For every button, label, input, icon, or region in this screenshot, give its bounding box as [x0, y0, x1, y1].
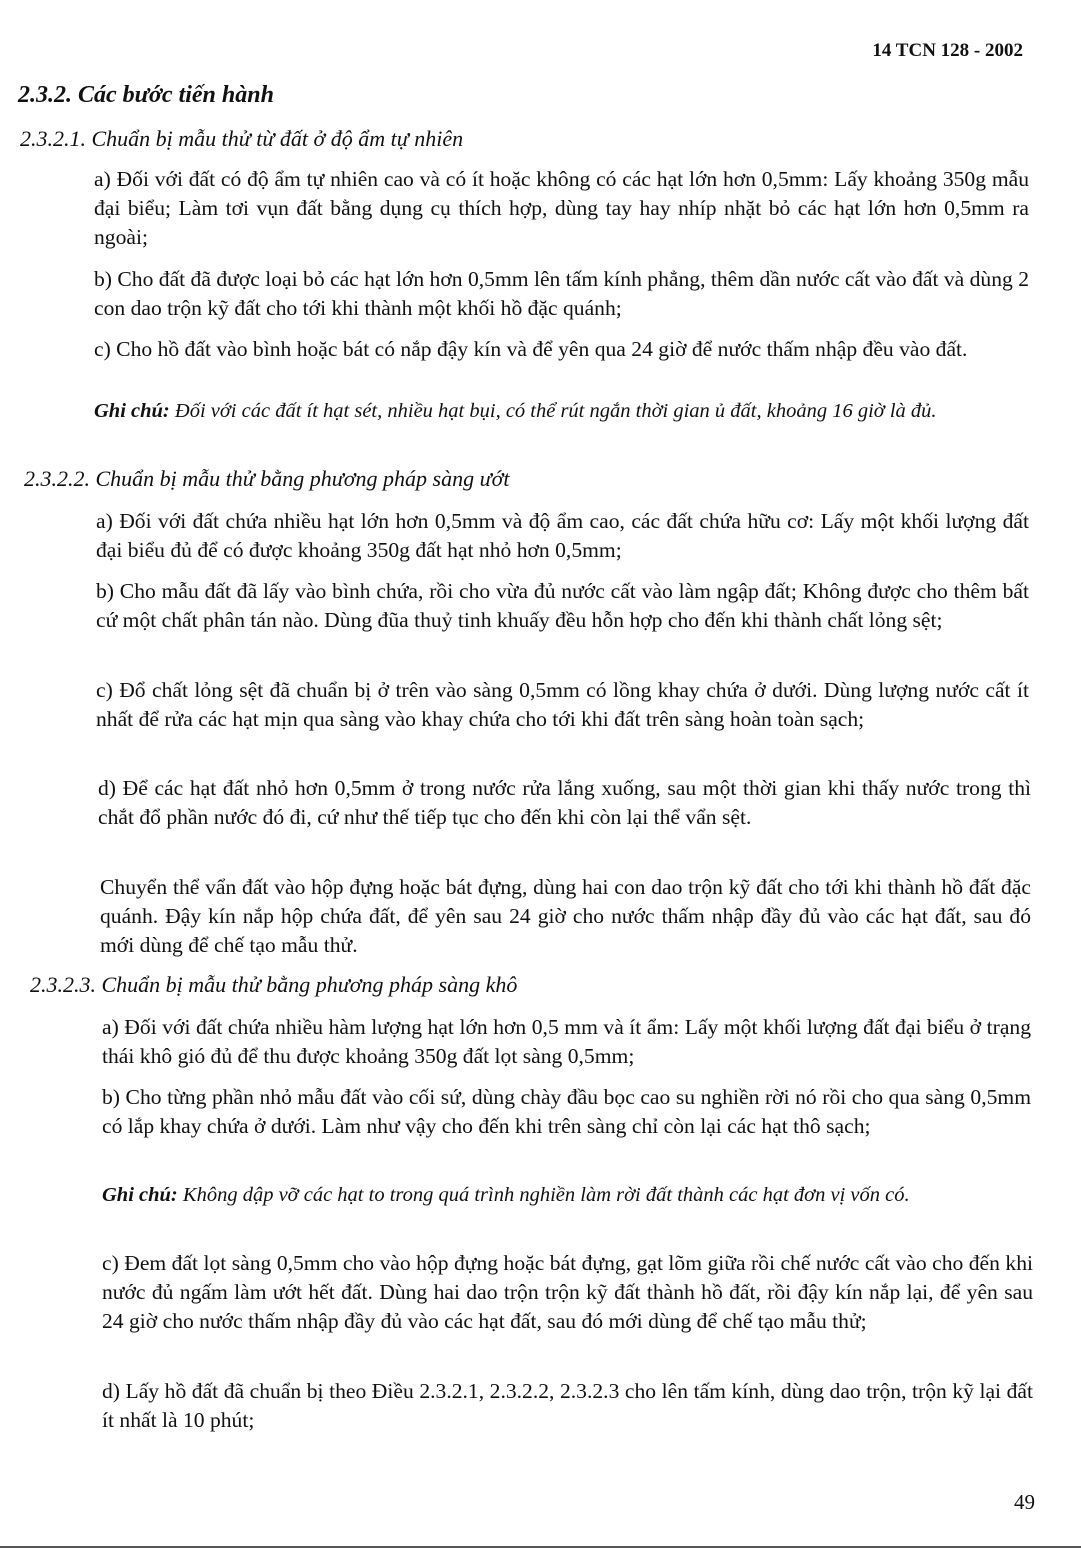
note-2321 — [94, 397, 1029, 426]
paragraph-2323-a: a) Đối với đất chứa nhiều hàm lượng hạt lớn hơn 0,5 mm và ít ẩm: Lấy một khối lượng đất đại biểu ở trạng thái khô gió đủ để thu được khoảng 350g đất lọt sàng 0,5mm; — [102, 1015, 1031, 1068]
paragraph-2322-transfer: Chuyển thể vẩn đất vào hộp đựng hoặc bát đựng, dùng hai con dao trộn kỹ đất cho tới khi thành hồ đất đặc quánh. Đậy kín nắp hộp chứa đất, để yên sau 24 giờ cho nước thấm nhập đầy đủ vào các hạt đất, sau đó mới dùng để chế tạo mẫu thử. — [100, 875, 1031, 957]
note-2323 — [102, 1181, 1031, 1210]
paragraph-2323-c: c) Đem đất lọt sàng 0,5mm cho vào hộp đựng hoặc bát đựng, gạt lõm giữa rồi chế nước cất vào cho đến khi nước đủ ngấm làm ướt hết đất. Dùng hai dao trộn trộn kỹ đất thành hồ đất, rồi đậy kín nắp lại, để yên sau 24 giờ cho nước thấm nhập đầy đủ vào các hạt đất, sau đó mới dùng để chế tạo mẫu thử; — [102, 1251, 1033, 1333]
paragraph-2322-c: c) Đổ chất lỏng sệt đã chuẩn bị ở trên vào sàng 0,5mm có lồng khay chứa ở dưới. Dùng lượng nước cất ít nhất để rửa các hạt mịn qua sàng vào khay chứa cho tới khi đất trên sàng hoàn toàn sạch; — [96, 678, 1029, 731]
paragraph-2321-a: a) Đối với đất có độ ẩm tự nhiên cao và có ít hoặc không có các hạt lớn hơn 0,5mm: Lấy khoảng 350g mẫu đại biểu; Làm tơi vụn đất bằng dụng cụ thích hợp, dùng tay hay nhíp nhặt bỏ các hạt lớn hơn 0,5mm ra ngoài; — [94, 167, 1029, 249]
section-heading: 2.3.2. Các bước tiến hành — [18, 82, 274, 108]
document-code: 14 TCN 128 - 2002 — [872, 40, 1023, 61]
paragraph-2323-b: b) Cho từng phần nhỏ mẫu đất vào cối sứ, dùng chày đầu bọc cao su nghiền rời nó rồi cho qua sàng 0,5mm có lắp khay chứa ở dưới. Làm như vậy cho đến khi trên sàng chỉ còn lại các hạt thô sạch; — [102, 1085, 1031, 1138]
footer-rule — [0, 1546, 1081, 1548]
subsection-heading-2322: 2.3.2.2. Chuẩn bị mẫu thử bằng phương pháp sàng ướt — [24, 466, 510, 491]
paragraph-2323-d: d) Lấy hồ đất đã chuẩn bị theo Điều 2.3.2.1, 2.3.2.2, 2.3.2.3 cho lên tấm kính, dùng dao trộn, trộn kỹ lại đất ít nhất là 10 phút; — [102, 1379, 1033, 1432]
note-label: Ghi chú: — [102, 1184, 178, 1206]
paragraph-2321-c: c) Cho hồ đất vào bình hoặc bát có nắp đậy kín và để yên qua 24 giờ để nước thấm nhập đều vào đất. — [94, 337, 968, 361]
subsection-heading-2323: 2.3.2.3. Chuẩn bị mẫu thử bằng phương pháp sàng khô — [30, 972, 518, 997]
paragraph-2322-b: b) Cho mẫu đất đã lấy vào bình chứa, rồi cho vừa đủ nước cất vào làm ngập đất; Không được cho thêm bất cứ một chất phân tán nào. Dùng đũa thuỷ tinh khuấy đều hỗn hợp cho đến khi thành chất lỏng sệt; — [96, 579, 1029, 632]
note-text: Không dập vỡ các hạt to trong quá trình nghiền làm rời đất thành các hạt đơn vị vốn có. — [177, 1184, 910, 1206]
paragraph-2322-d: d) Để các hạt đất nhỏ hơn 0,5mm ở trong nước rửa lắng xuống, sau một thời gian khi thấy nước trong thì chắt đổ phần nước đó đi, cứ như thế tiếp tục cho đến khi còn lại thể vẩn sệt. — [98, 776, 1031, 829]
paragraph-2321-b: b) Cho đất đã được loại bỏ các hạt lớn hơn 0,5mm lên tấm kính phẳng, thêm dần nước cất vào đất và dùng 2 con dao trộn kỹ đất cho tới khi thành một khối hồ đặc quánh; — [94, 267, 1030, 320]
note-label: Ghi chú: — [94, 400, 170, 422]
page-number: 49 — [1014, 1490, 1035, 1514]
paragraph-2322-a: a) Đối với đất chứa nhiều hạt lớn hơn 0,5mm và độ ẩm cao, các đất chứa hữu cơ: Lấy một khối lượng đất đại biểu đủ để có được khoảng 350g đất hạt nhỏ hơn 0,5mm; — [96, 509, 1029, 562]
note-text: Đối với các đất ít hạt sét, nhiều hạt bụi, có thể rút ngắn thời gian ủ đất, khoảng 16 giờ là đủ. — [169, 400, 937, 422]
subsection-heading-2321: 2.3.2.1. Chuẩn bị mẫu thử từ đất ở độ ẩm tự nhiên — [20, 126, 464, 151]
